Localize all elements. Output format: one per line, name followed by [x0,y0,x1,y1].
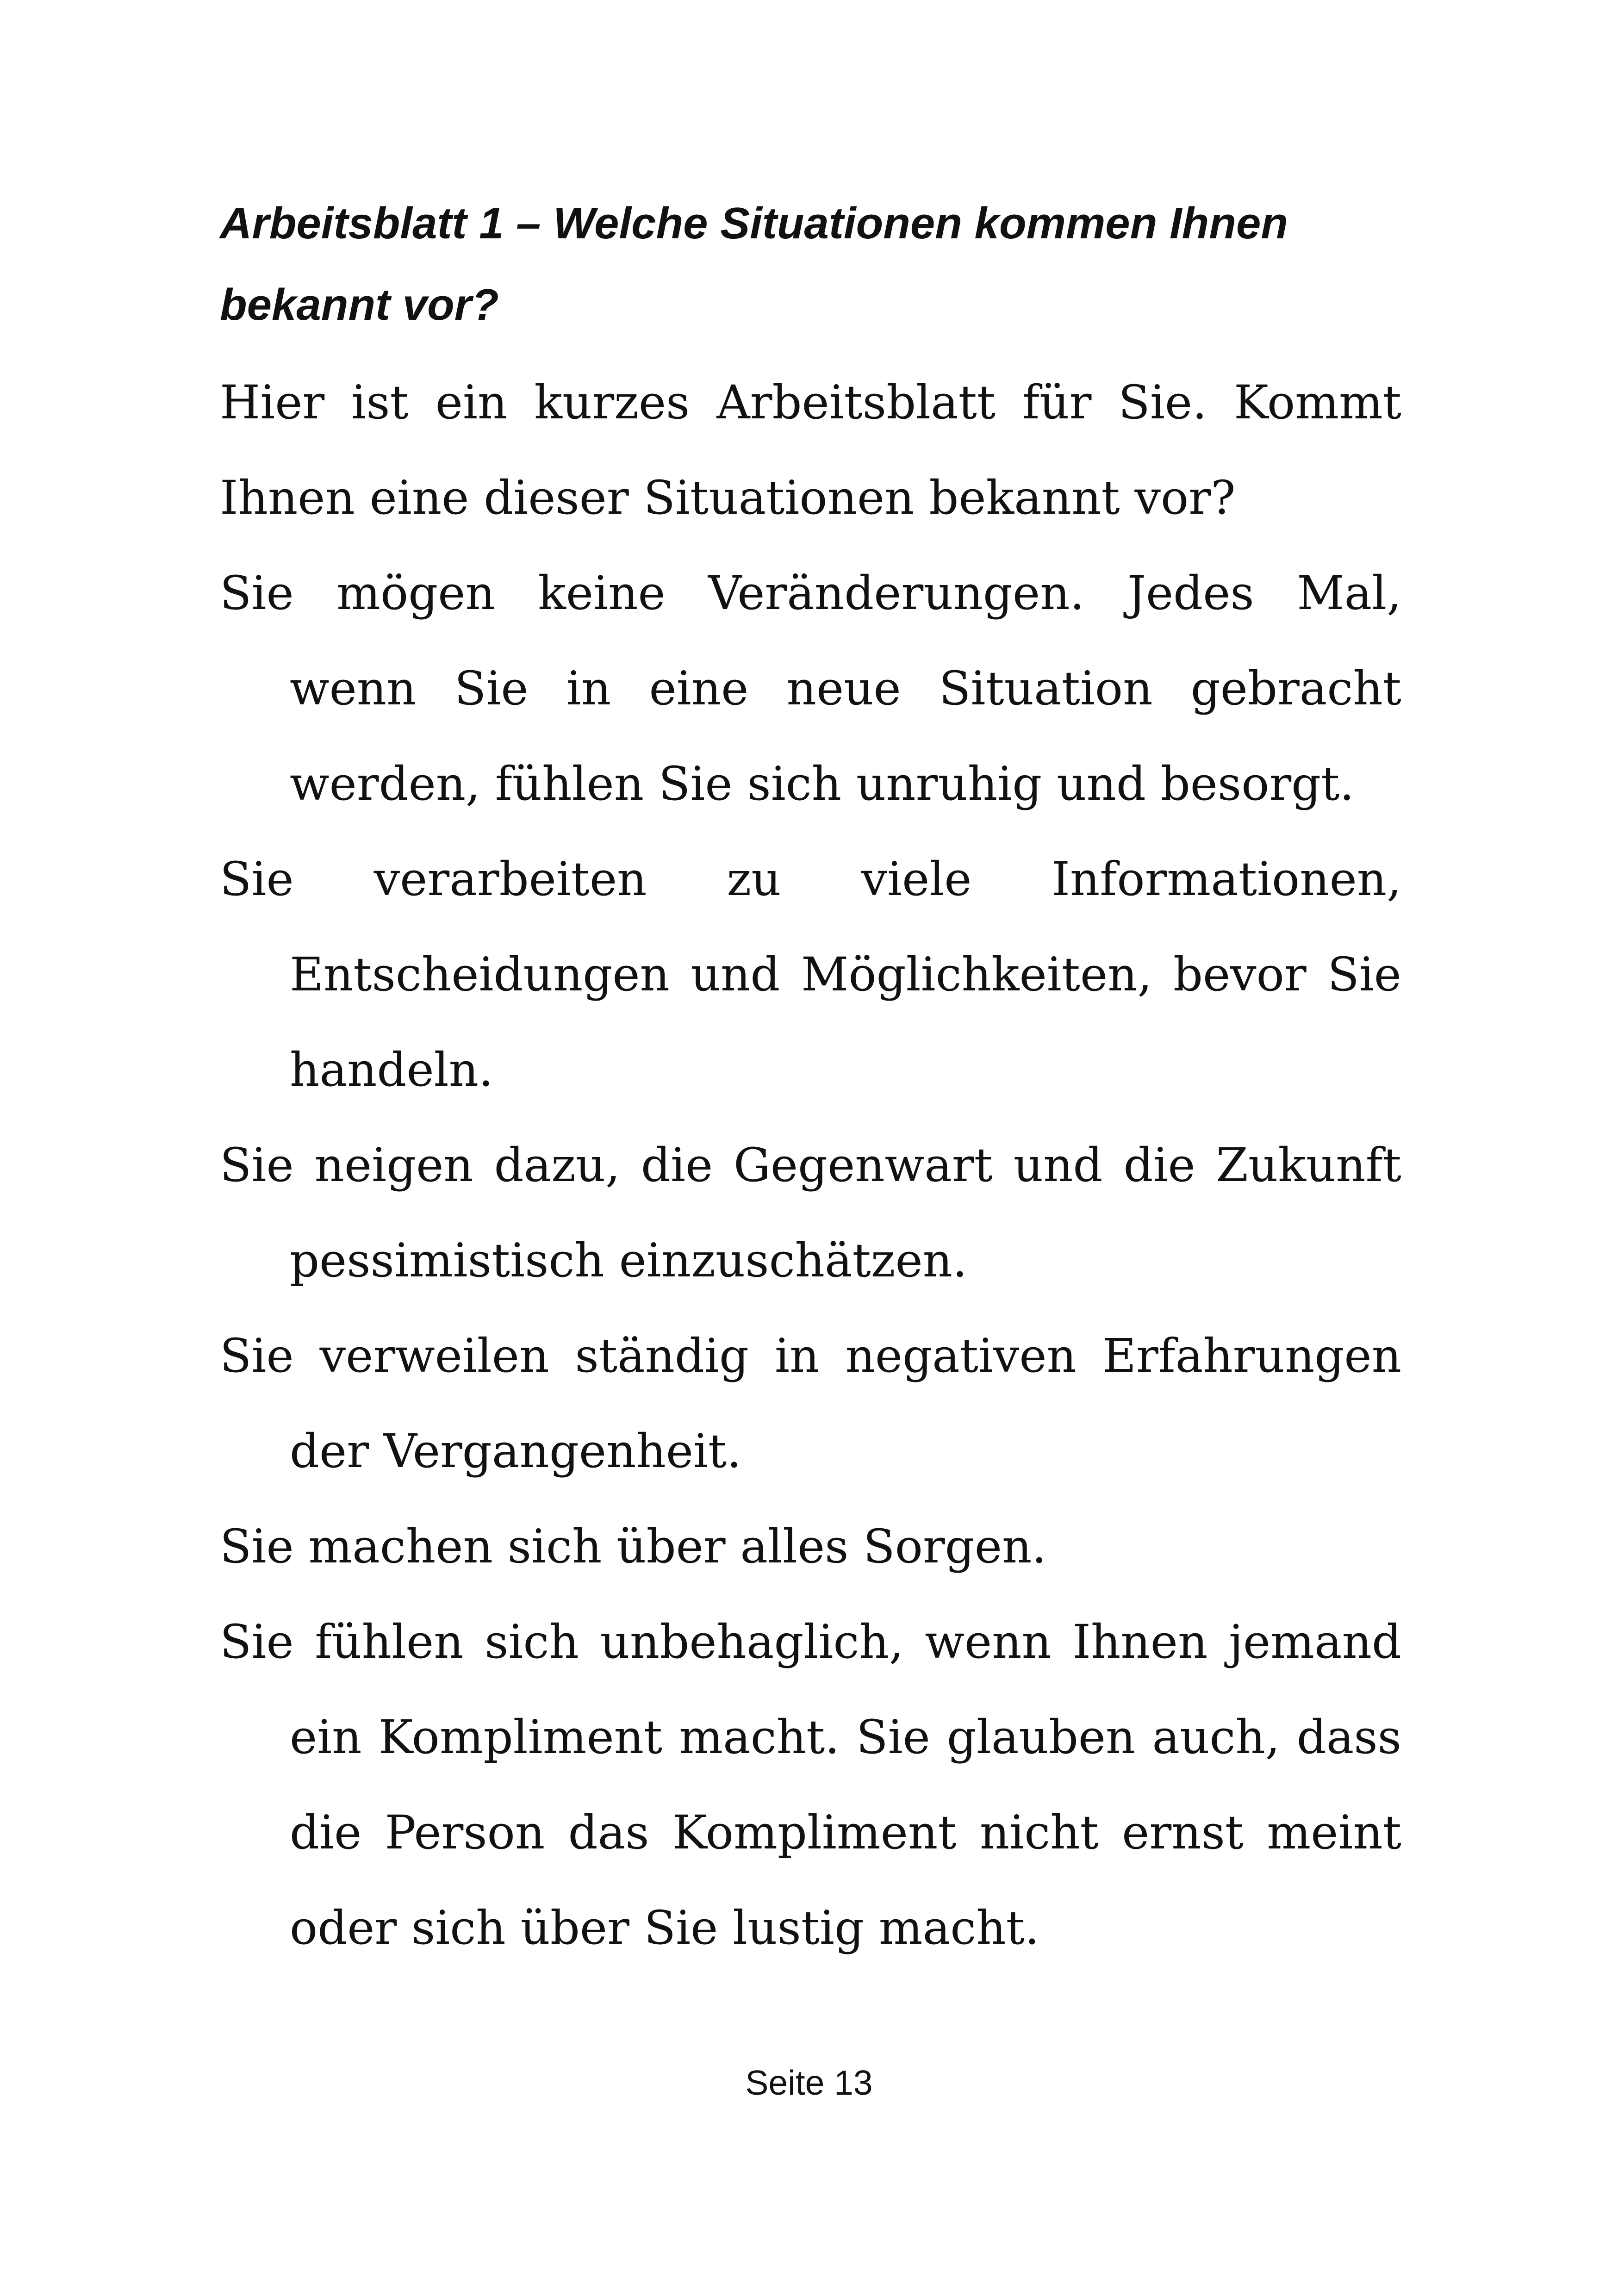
situation-item-5: Sie machen sich über alles Sorgen. [220,1519,1047,1574]
situation-item-3: Sie neigen dazu, die Gegenwart und die Zukunft pessimistisch einzuschätzen. [220,1138,1401,1288]
situation-item-1: Sie mögen keine Veränderungen. Jedes Mal, wenn Sie in eine neue Situation gebracht werden, fühlen Sie sich unruhig und besorgt. [220,566,1401,811]
situation-item-6: Sie fühlen sich unbehaglich, wenn Ihnen jemand ein Kompliment macht. Sie glauben auch, dass die Person das Kompliment nicht ernst meint oder sich über Sie lustig macht. [220,1615,1401,1955]
situation-item-4: Sie verweilen ständig in negativen Erfahrungen der Vergangenheit. [220,1329,1401,1478]
worksheet-heading: Arbeitsblatt 1 – Welche Situationen kommen Ihnen bekannt vor? [220,199,1288,330]
page-content [220,183,1401,1976]
situation-list [220,546,1401,1976]
page-number: Seite 13 [745,2063,873,2102]
intro-paragraph: Hier ist ein kurzes Arbeitsblatt für Sie. Kommt Ihnen eine dieser Situationen bekannt vor? [220,375,1401,525]
situation-item-2: Sie verarbeiten zu viele Informationen, Entscheidungen und Möglichkeiten, bevor Sie handeln. [220,852,1401,1097]
